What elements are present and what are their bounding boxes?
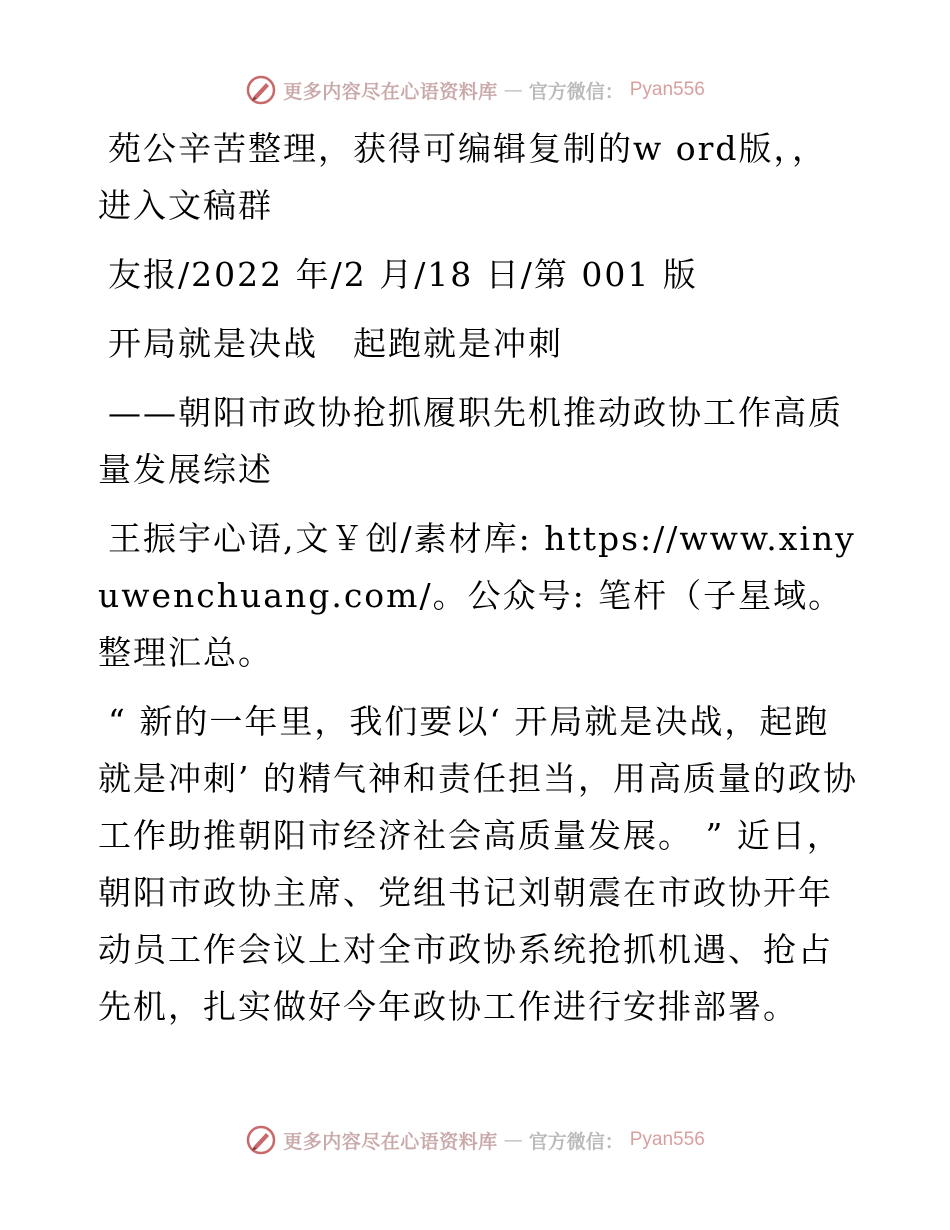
red-pen-circle-logo-icon: [245, 74, 277, 106]
banner-wechat-label: 官方微信：: [528, 1130, 624, 1153]
red-pen-circle-logo-icon: [245, 1124, 277, 1156]
banner-wechat-label: 官方微信：: [528, 80, 624, 103]
article-title: 开局就是决战 起跑就是冲刺: [108, 324, 563, 363]
footer-banner: [0, 1122, 950, 1158]
header-banner: [0, 72, 950, 108]
source-line: 友报/2022 年/2 月/18 日/第 001 版: [108, 255, 698, 294]
banner-dash: —: [503, 1129, 523, 1151]
banner-text: 更多内容尽在心语资料库: [283, 1130, 498, 1153]
notice-paragraph: 王振宇心语,文￥创/素材库: https://www.xinyuwenchuang.com/。公众号: 笔杆（子星域。整理汇总。: [98, 519, 856, 672]
banner-wechat-id: Pyan556: [629, 1129, 705, 1150]
banner-dash: —: [503, 79, 523, 101]
intro-paragraph: 苑公辛苦整理，获得可编辑复制的w ord版，，进入文稿群: [98, 129, 828, 225]
article-subtitle: ——朝阳市政协抢抓履职先机推动政协工作高质量发展综述: [98, 393, 843, 489]
body-paragraph: “ 新的一年里，我们要以‘ 开局就是决战，起跑就是冲刺’ 的精气神和责任担当，用高质量的政协工作助推朝阳市经济社会高质量发展。 ” 近日，朝阳市政协主席、党组书记刘朝震在市政协开年动员工作会议上对全市政协系统抢抓机遇、抢占先机，扎实做好今年政协工作进行安排部署。: [98, 702, 858, 1026]
document-content: [98, 120, 858, 1047]
banner-wechat-id: Pyan556: [629, 79, 705, 100]
banner-text: 更多内容尽在心语资料库: [283, 80, 498, 103]
